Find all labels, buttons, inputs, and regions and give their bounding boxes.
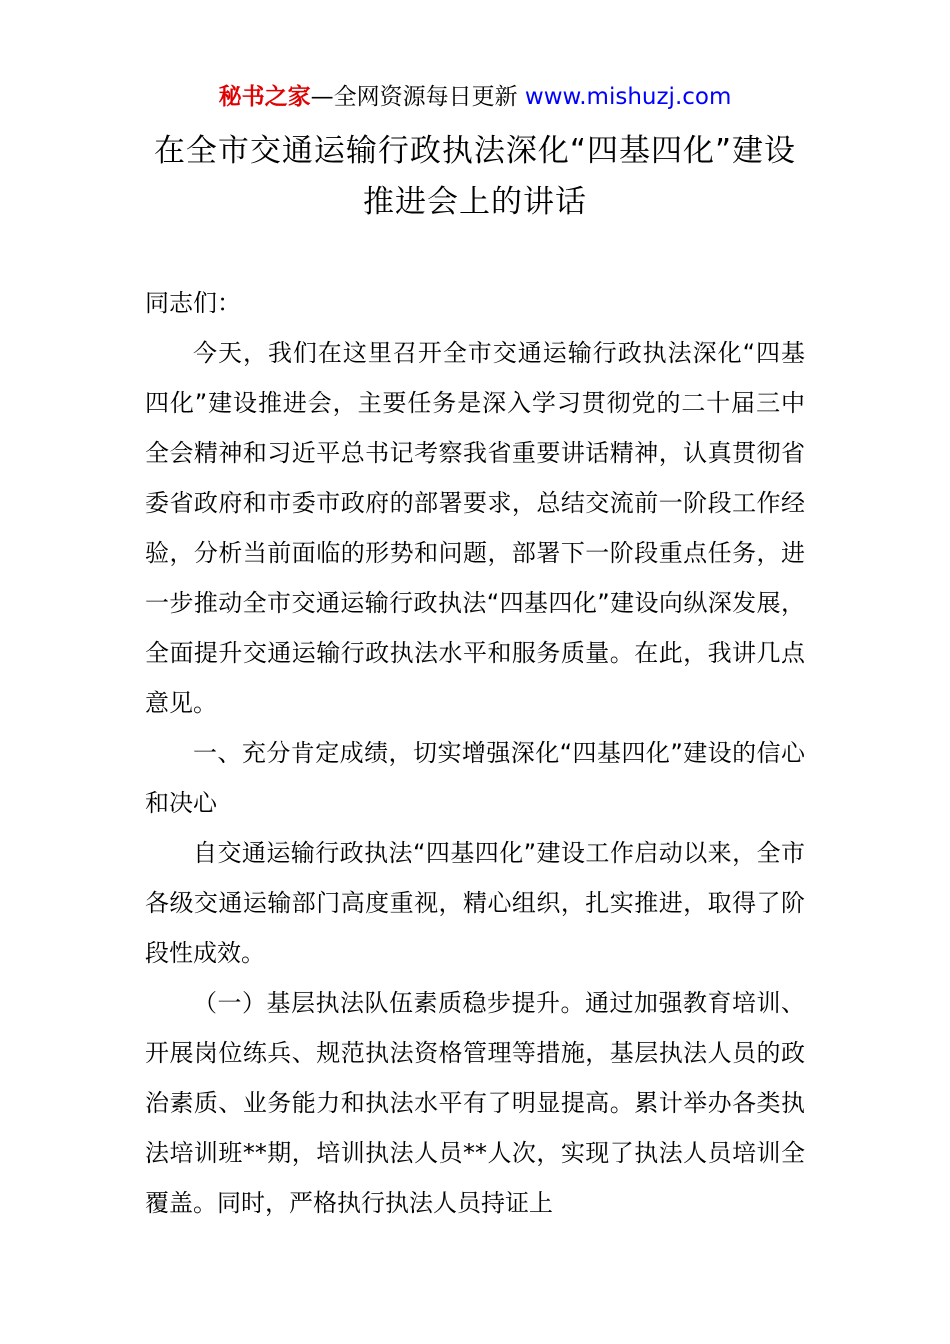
document-title: 在全市交通运输行政执法深化“四基四化”建设推进会上的讲话 (153, 133, 797, 220)
header-tagline: —全网资源每日更新 (310, 84, 525, 110)
document-body (145, 328, 805, 1228)
site-header (0, 82, 950, 112)
site-url-link[interactable]: www.mishuzj.com (524, 84, 732, 110)
paragraph-achievements: 自交通运输行政执法“四基四化”建设工作启动以来，全市各级交通运输部门高度重视，精心组织，扎实推进，取得了阶段性成效。 (145, 839, 805, 967)
paragraph-subsection-1: （一）基层执法队伍素质稳步提升。通过加强教育培训、开展岗位练兵、规范执法资格管理等措施，基层执法人员的政治素质、业务能力和执法水平有了明显提高。累计举办各类执法培训班**期，培训执法人员**人次，实现了执法人员培训全覆盖。同时，严格执行执法人员持证上 (145, 989, 805, 1217)
paragraph-intro: 今天，我们在这里召开全市交通运输行政执法深化“四基四化”建设推进会，主要任务是深入学习贯彻党的二十届三中全会精神和习近平总书记考察我省重要讲话精神，认真贯彻省委省政府和市委市政府的部署要求，总结交流前一阶段工作经验，分析当前面临的形势和问题，部署下一阶段重点任务，进一步推动全市交通运输行政执法“四基四化”建设向纵深发展，全面提升交通运输行政执法水平和服务质量。在此，我讲几点意见。 (145, 339, 805, 717)
brand-name: 秘书之家 (218, 84, 311, 110)
section-heading-1: 一、充分肯定成绩，切实增强深化“四基四化”建设的信心和决心 (145, 739, 805, 817)
salutation: 同志们： (145, 289, 241, 317)
